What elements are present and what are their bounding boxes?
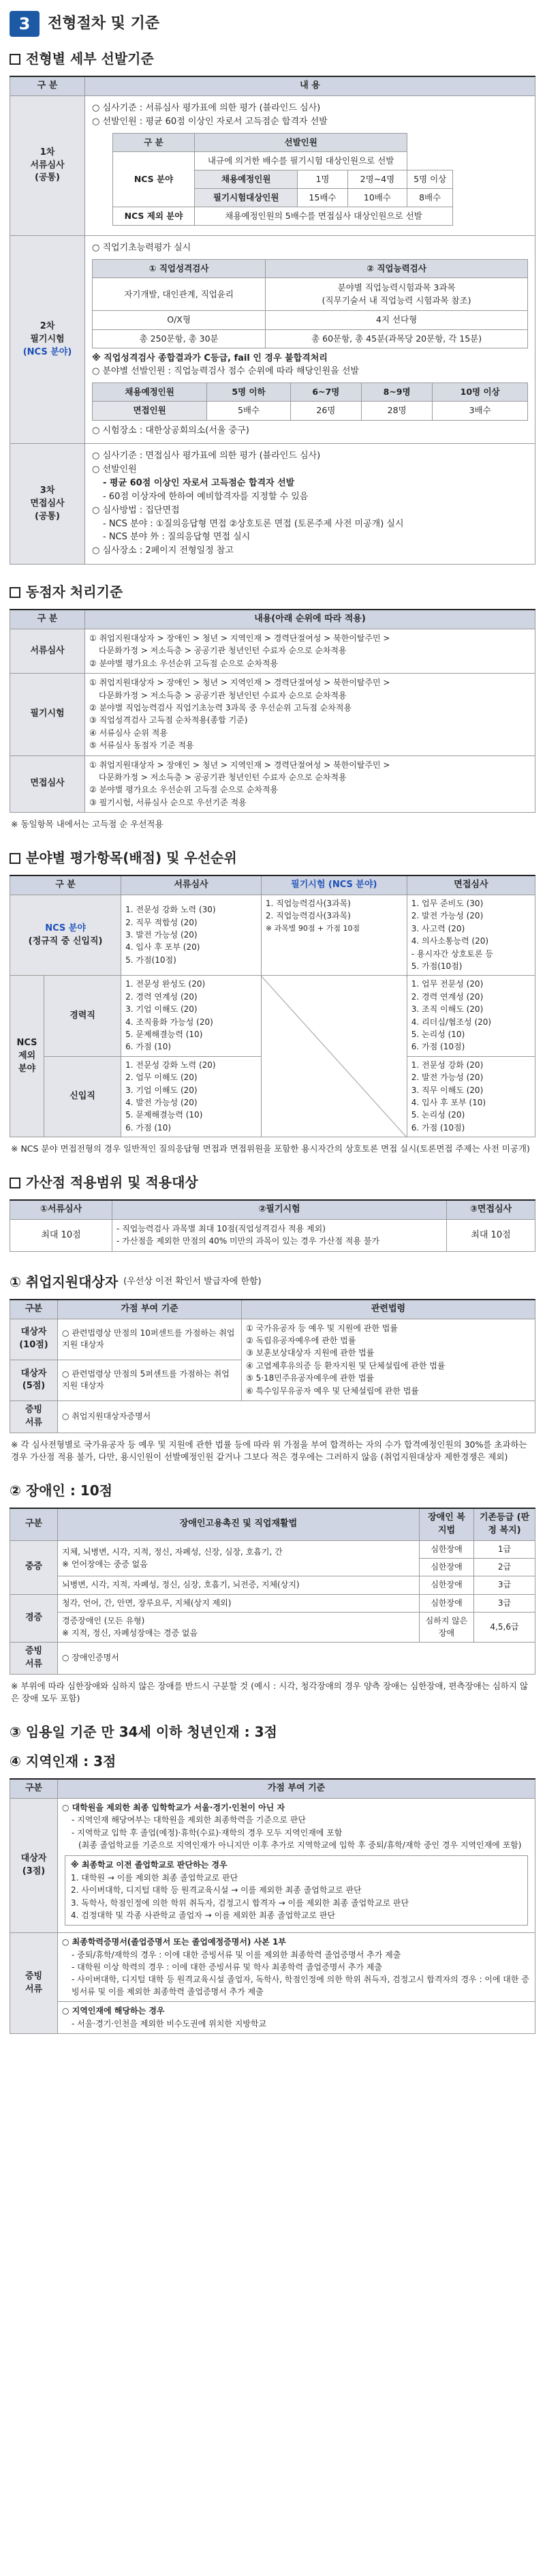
document-page: 3 전형절차 및 기준 전형별 세부 선발기준 구 분 내 용 1차 서류심사 (공통) ○ 심사기준 : 서류심사 평가표에 의한 평가 (블라인드 심사) ○ 선발인원 : 평균 60점 이상인 자로서 고득점순 합격자 선발 구 분 선발인원 NCS 분야 내규에 의거한 배수를 필기시험 대상인원으로 선발 채용예정인원 1명 2명~4명 5명 이상 필기시험대상인원 15배수 10배수 8배수 NCS 제외 분야 채용예정인원의 5배수를 면접심사 대상인원으로 선발 2차 필기시험 (NCS 분야) ○ 직업기초능력평가 실시 ① 직업성격검사 ② 직업능력검사 자기개발, 대인관계, 직업윤리 분야별 직업능력시험과목 3과목 (직무기술서 내 직업능력 시험과목 참조) O/X형 4지 선다형 총 250문항, 총 30분 총 60문항, 총 45분(과목당 20문항, 각 15분) ※ 직업성격검사 종합결과가 C등급, fail 인 경우 불합격처리 ○ 분야별 선발인원 : 직업능력검사 점수 순위에 따라 해당인원을 선발 채용예정인원 5명 이하 6~7명 8~9명 10명 이상 면접인원 5배수 26명 28명 3배수 ○ 시험장소 : 대한상공회의소(서울 중구) 3차 면접심사 (공통) ○ 심사기준 : 면접심사 평가표에 의한 평가 (블라인드 심사) ○ 선발인원 - 평균 60점 이상인 자로서 고득점순 합격자 선발 - 60점 이상자에 한하여 예비합격자를 지정할 수 있음 ○ 심사방법 : 집단면접 - NCS 분야 : ①질의응답형 면접 ②상호토론 면접 (토론주제 사전 미공개) 실시 - NCS 분야 外 : 질의응답형 면접 실시 ○ 심사장소 : 2페이지 전형일정 참고 동점자 처리기준 구 분 내용(아래 순위에 따라 적용) 서류심사 ① 취업지원대상자 > 장애인 > 청년 > 지역인재 > 경력단절여성 > 북한이탈주민 > 다문화가정 > 저소득층 > 공공기관 청년인턴 수료자 순으로 순차적용 ② 분야별 평가요소 우선순위 고득점 순으로 순차적용 필기시험 ① 취업지원대상자 > 장애인 > 청년 > 지역인재 > 경력단절여성 > 북한이탈주민 > 다문화가정 > 저소득층 > 공공기관 청년인턴 수료자 순으로 순차적용 ② 분야별 직업능력검사 직업기초능력 3과목 중 우선순위 고득점 순차적용 ③ 직업성격검사 고득점 순차적용(종합 기준) ④ 서류심사 순위 적용 ⑤ 서류심사 동점자 기준 적용 면접심사 ① 취업지원대상자 > 장애인 > 청년 > 지역인재 > 경력단절여성 > 북한이탈주민 > 다문화가정 > 저소득층 > 공공기관 청년인턴 수료자 순으로 순차적용 ② 분야별 평가요소 우선순위 고득점 순으로 순차적용 ③ 필기시험, 서류심사 순으로 우선기준 적용 ※ 동일항목 내에서는 고득점 순 우선적용 분야별 평가항목(배점) 및 우선순위 구 분 서류심사 필기시험 (NCS 분야) 면접심사 NCS 분야 (정규직 중 신입직) 1. 전문성 강화 노력 (30) 2. 직무 적합성 (20) 3. 발전 가능성 (20) 4. 입사 후 포부 (20) 5. 가점(10점) 1. 직업능력검사(3과목) 2. 직업능력검사(3과목) ※ 과목별 90점 + 가점 10점 1. 업무 준비도 (30) 2. 발전 가능성 (20) 3. 사고력 (20) 4. 의사소통능력 (20) - 용시자간 상호토론 등 5. 가점(10점) NCS 제외 분야 경력직 1. 전문성 완성도 (20) 2. 경력 연계성 (20) 3. 기업 이해도 (20) 4. 조직융화 가능성 (20) 5. 문제해결능력 (10) 6. 가점 (10) 1. 업무 전문성 (20) 2. 경력 연계성 (20) 3. 조직 이해도 (20) 4. 리더십/협조성 (20) 5. 논리성 (10) 6. 가점 (10점) 신입직 1. 전문성 강화 노력 (20) 2. 업무 이해도 (20) 3. 기업 이해도 (20) 4. 발전 가능성 (20) 5. 문제해결능력 (10) 6. 가점 (10) 1. 전문성 강화 (20) 2. 발전 가능성 (20) 3. 직무 이해도 (20) 4. 입사 후 포부 (10) 5. 논리성 (20) 6. 가점 (10점) ※ NCS 분야 면접전형의 경우 일반적인 질의응답형 면접과 면접위원을 포함한 용시자간의 상호토론 면접 실시(토론면접 주제는 사전 미공개) 가산점 적용범위 및 적용대상 ①서류심사 ②필기시험 ③면접심사 최대 10점 - 직업능력검사 과목별 최대 10점(직업성격검사 적용 제외) - 가산점을 제외한 만점의 40% 미만의 과목이 있는 경우 가산점 적용 불가 최대 10점 ① 취업지원대상자 (우선상 이전 확인서 발급자에 한함) 구분 가점 부여 기준 관련법령 대상자 (10점) ○ 관련법령상 만점의 10퍼센트를 가점하는 취업지원 대상자 ① 국가유공자 등 예우 및 지원에 관한 법률 ② 독립유공자예우에 관한 법률 ③ 보훈보상대상자 지원에 관한 법률 ④ 고엽제후유의증 등 환자지원 및 단체설립에 관한 법률 ⑤ 5·18민주유공자예우에 관한 법률 ⑥ 특수임무유공자 예우 및 단체설립에 관한 법률 대상자 (5점) ○ 관련법령상 만점의 5퍼센트를 가점하는 취업지원 대상자 증빙 서류 ○ 취업지원대상자증명서 ※ 각 심사전형별로 국가유공자 등 예우 및 지원에 관한 법률 등에 따라 위 가점을 부여 합격하는 자의 수가 합격예정인원의 30%를 초과하는 경우 가산점 적용 불가, 다만, 용시인원이 선발예정인원 같거나 그보다 적은 경우에는 그러하지 않음 (취업지원대상자 제한경쟁은 제외) ② 장애인 : 10점 구분 장애인고용촉진 및 직업재활법 장애인 복지법 기존등급 (판정 복지) 중증 지체, 뇌병변, 시각, 지적, 정신, 자폐성, 신장, 심장, 호흡기, 간 ※ 언어장애는 중증 없음 심한장애 1급 심한장애 2급 뇌병변, 시각, 지적, 자폐성, 정신, 심장, 호흡기, 뇌전증, 지체(상지) 심한장애 3급 경증 청각, 언어, 간, 안면, 장루요루, 지체(상지 제외) 심한장애 3급 경증장애인 (모든 유형) ※ 지적, 정신, 자폐성장애는 경증 없음 심하지 않은 장애 4,5,6급 증빙 서류 ○ 장애인증명서 ※ 부위에 따라 심한장애와 심하지 않은 장애를 반드시 구분할 것 (예시 : 시각, 청각장애의 경우 양측 장애는 심한장애, 편측장애는 심하지 않은 장애 모두 포함) ③ 임용일 기준 만 34세 이하 청년인재 : 3점 ④ 지역인재 : 3점 구분 가점 부여 기준 대상자 (3점) ○ 대학원을 제외한 최종 입학학교가 서울·경기·인천이 아닌 자 - 지역인재 해당여부는 대학원을 제외한 최종학력을 기준으로 판단 - 지역학교 입학 후 졸업(예정)·휴학(수료)·재학의 경우 모두 지역인재에 포함 (최종 졸업학교를 기준으로 지역인재가 아니지만 이후 추가로 지역학교에 입학 후 중퇴/휴학/재학 중인 경우 지역인재에 포함) ※ 최종학교 이전 졸업학교로 판단하는 경우 1. 대학원 → 이를 제외한 최종 졸업학교로 판단 2. 사이버대학, 디지털 대학 등 원격교육시설 → 이를 제외한 최종 졸업학교로 판단 3. 독학사, 학점인정에 의한 학위 취득자, 검정고시 합격자 → 이를 제외한 최종 졸업학교로 판단 4. 검정대학 및 각종 사관학교 졸업자 → 이를 제외한 최종 졸업학교로 판단 증빙 서류 ○ 최종학력증명서(졸업증명서 또는 졸업예정증명서) 사본 1부 - 중퇴/휴학/재학의 경우 : 이에 대한 증빙서류 및 이를 제외한 최종학력 졸업증명서 추가 제출 - 대학원 이상 학력의 경우 : 이에 대한 증빙서류 및 학사 최종학력 졸업증명서 추가 제출 - 사이버대학, 디지털 대학 등 원격교육시설 졸업자, 독학사, 학점인정에 의한 학위 취득자, 검정고시 합격자의 경우 : 이에 대한 증빙서류 및 이를 제외한 최종학력 졸업증명서 추가 제출 ○ 지역인재에 해당하는 경우 - 서울·경기·인천을 제외한 비수도권에 위치한 지방학교 bbox=[0, 0, 545, 2576]
youth-title: ③ 임용일 기준 만 34세 이하 청년인재 : 3점 bbox=[10, 1723, 277, 1740]
section-heading-title: 전형절차 및 기준 bbox=[48, 15, 160, 33]
bonus-scope-title: 가산점 적용범위 및 적용대상 bbox=[10, 1173, 535, 1193]
selection-criteria-table: 구 분 내 용 1차 서류심사 (공통) ○ 심사기준 : 서류심사 평가표에 의한 평가 (블라인드 심사) ○ 선발인원 : 평균 60점 이상인 자로서 고득점순 합격자 선발 구 분 선발인원 NCS 분야 내규에 의거한 배수를 필기시험 대상인원으로 선발 채용예정인원 1명 2명~4명 5명 이상 필기시험대상인원 15배수 10배수 8배수 NCS 제외 분야 채용예정인원의 5배수를 면접심사 대상인원으로 선발 2차 필기시험 (NCS 분야) ○ 직업기초능력평가 실시 ① 직업성격검사 ② 직업능력검사 자기개발, 대인관계, 직업윤리 분야별 직업능력시험과목 3과목 (직무기술서 내 직업능력 시험과목 참조) O/X형 4지 선다형 총 250문항, 총 30분 총 60문항, 총 45분(과목당 20문항, 각 15분) ※ 직업성격검사 종합결과가 C등급, fail 인 경우 불합격처리 ○ 분야별 선발인원 : 직업능력검사 점수 순위에 따라 해당인원을 선발 채용예정인원 5명 이하 6~7명 8~9명 10명 이상 면접인원 5배수 26명 28명 3배수 ○ 시험장소 : 대한상공회의소(서울 중구) 3차 면접심사 (공통) ○ 심사기준 : 면접심사 평가표에 의한 평가 (블라인드 심사) ○ 선발인원 - 평균 60점 이상인 자로서 고득점순 합격자 선발 - 60점 이상자에 한하여 예비합격자를 지정할 수 있음 ○ 심사방법 : 집단면접 - NCS 분야 : ①질의응답형 면접 ②상호토론 면접 (토론주제 사전 미공개) 실시 - NCS 분야 外 : 질의응답형 면접 실시 ○ 심사장소 : 2페이지 전형일정 참고 bbox=[10, 76, 535, 565]
section-number-badge: 3 bbox=[10, 11, 40, 37]
row-label-doc-review: 1차 서류심사 (공통) bbox=[10, 95, 85, 235]
evaluation-items-title: 분야별 평가항목(배점) 및 우선순위 bbox=[10, 848, 535, 868]
checkbox-icon bbox=[10, 1178, 20, 1188]
row-label-interview: 3차 면접심사 (공통) bbox=[10, 444, 85, 565]
checkbox-icon bbox=[10, 587, 20, 598]
regional-table: 구분 가점 부여 기준 대상자 (3점) ○ 대학원을 제외한 최종 입학학교가 서울·경기·인천이 아닌 자 - 지역인재 해당여부는 대학원을 제외한 최종학력을 기준으로 판단 - 지역학교 입학 후 졸업(예정)·휴학(수료)·재학의 경우 모두 지역인재에 포함 (최종 졸업학교를 기준으로 지역인재가 아니지만 이후 추가로 지역학교에 입학 후 중퇴/휴학/재학 중인 경우 지역인재에 포함) ※ 최종학교 이전 졸업학교로 판단하는 경우 1. 대학원 → 이를 제외한 최종 졸업학교로 판단 2. 사이버대학, 디지털 대학 등 원격교육시설 → 이를 제외한 최종 졸업학교로 판단 3. 독학사, 학점인정에 의한 학위 취득자, 검정고시 합격자 → 이를 제외한 최종 졸업학교로 판단 4. 검정대학 및 각종 사관학교 졸업자 → 이를 제외한 최종 졸업학교로 판단 증빙 서류 ○ 최종학력증명서(졸업증명서 또는 졸업예정증명서) 사본 1부 - 중퇴/휴학/재학의 경우 : 이에 대한 증빙서류 및 이를 제외한 최종학력 졸업증명서 추가 제출 - 대학원 이상 학력의 경우 : 이에 대한 증빙서류 및 학사 최종학력 졸업증명서 추가 제출 - 사이버대학, 디지털 대학 등 원격교육시설 졸업자, 독학사, 학점인정에 의한 학위 취득자, 검정고시 합격자의 경우 : 이에 대한 증빙서류 및 이를 제외한 최종학력 졸업증명서 추가 제출 ○ 지역인재에 해당하는 경우 - 서울·경기·인천을 제외한 비수도권에 위치한 지방학교 bbox=[10, 1778, 535, 2034]
doc-review-inner-table: 구 분 선발인원 NCS 분야 내규에 의거한 배수를 필기시험 대상인원으로 선발 채용예정인원 1명 2명~4명 5명 이상 필기시험대상인원 15배수 10배수 8배수 NCS 제외 분야 채용예정인원의 5배수를 면접심사 대상인원으로 선발 bbox=[112, 133, 453, 226]
tie-break-title: 동점자 처리기준 bbox=[10, 582, 535, 602]
checkbox-icon bbox=[10, 54, 20, 65]
interview-count-table: 채용예정인원 5명 이하 6~7명 8~9명 10명 이상 면접인원 5배수 26명 28명 3배수 bbox=[92, 383, 528, 420]
row-label-written-exam: 2차 필기시험 (NCS 분야) bbox=[10, 236, 85, 444]
employment-support-title: ① 취업지원대상자 (우선상 이전 확인서 발급자에 한함) bbox=[10, 1273, 262, 1290]
selection-criteria-title: 전형별 세부 선발기준 bbox=[10, 49, 535, 69]
disabled-title: ② 장애인 : 10점 bbox=[10, 1482, 112, 1499]
evaluation-items-table: 구 분 서류심사 필기시험 (NCS 분야) 면접심사 NCS 분야 (정규직 중 신입직) 1. 전문성 강화 노력 (30) 2. 직무 적합성 (20) 3. 발전 가능성 (20) 4. 입사 후 포부 (20) 5. 가점(10점) 1. 직업능력검사(3과목) 2. 직업능력검사(3과목) ※ 과목별 90점 + 가점 10점 1. 업무 준비도 (30) 2. 발전 가능성 (20) 3. 사고력 (20) 4. 의사소통능력 (20) - 용시자간 상호토론 등 5. 가점(10점) NCS 제외 분야 경력직 1. 전문성 완성도 (20) 2. 경력 연계성 (20) 3. 기업 이해도 (20) 4. 조직융화 가능성 (20) 5. 문제해결능력 (10) 6. 가점 (10) 1. 업무 전문성 (20) 2. 경력 연계성 (20) 3. 조직 이해도 (20) 4. 리더십/협조성 (20) 5. 논리성 (10) 6. 가점 (10점) 신입직 1. 전문성 강화 노력 (20) 2. 업무 이해도 (20) 3. 기업 이해도 (20) 4. 발전 가능성 (20) 5. 문제해결능력 (10) 6. 가점 (10) 1. 전문성 강화 (20) 2. 발전 가능성 (20) 3. 직무 이해도 (20) 4. 입사 후 포부 (10) 5. 논리성 (20) 6. 가점 (10점) bbox=[10, 875, 535, 1137]
checkbox-icon bbox=[10, 853, 20, 864]
exam-type-table: ① 직업성격검사 ② 직업능력검사 자기개발, 대인관계, 직업윤리 분야별 직업능력시험과목 3과목 (직무기술서 내 직업능력 시험과목 참조) O/X형 4지 선다형 총 250문항, 총 30분 총 60문항, 총 45분(과목당 20문항, 각 15분) bbox=[92, 259, 528, 348]
regional-title: ④ 지역인재 : 3점 bbox=[10, 1752, 116, 1769]
bonus-scope-table: ①서류심사 ②필기시험 ③면접심사 최대 10점 - 직업능력검사 과목별 최대 10점(직업성격검사 적용 제외) - 가산점을 제외한 만점의 40% 미만의 과목이 있는 경우 가산점 적용 불가 최대 10점 bbox=[10, 1199, 535, 1252]
section-heading bbox=[10, 11, 535, 37]
disabled-table: 구분 장애인고용촉진 및 직업재활법 장애인 복지법 기존등급 (판정 복지) 중증 지체, 뇌병변, 시각, 지적, 정신, 자폐성, 신장, 심장, 호흡기, 간 ※ 언어장애는 중증 없음 심한장애 1급 심한장애 2급 뇌병변, 시각, 지적, 자폐성, 정신, 심장, 호흡기, 뇌전증, 지체(상지) 심한장애 3급 경증 청각, 언어, 간, 안면, 장루요루, 지체(상지 제외) 심한장애 3급 경증장애인 (모든 유형) ※ 지적, 정신, 자폐성장애는 경증 없음 심하지 않은 장애 4,5,6급 증빙 서류 ○ 장애인증명서 bbox=[10, 1508, 535, 1675]
not-applicable-cell bbox=[261, 976, 407, 1137]
tie-break-table: 구 분 내용(아래 순위에 따라 적용) 서류심사 ① 취업지원대상자 > 장애인 > 청년 > 지역인재 > 경력단절여성 > 북한이탈주민 > 다문화가정 > 저소득층 > 공공기관 청년인턴 수료자 순으로 순차적용 ② 분야별 평가요소 우선순위 고득점 순으로 순차적용 필기시험 ① 취업지원대상자 > 장애인 > 청년 > 지역인재 > 경력단절여성 > 북한이탈주민 > 다문화가정 > 저소득층 > 공공기관 청년인턴 수료자 순으로 순차적용 ② 분야별 직업능력검사 직업기초능력 3과목 중 우선순위 고득점 순차적용 ③ 직업성격검사 고득점 순차적용(종합 기준) ④ 서류심사 순위 적용 ⑤ 서류심사 동점자 기준 적용 면접심사 ① 취업지원대상자 > 장애인 > 청년 > 지역인재 > 경력단절여성 > 북한이탈주민 > 다문화가정 > 저소득층 > 공공기관 청년인턴 수료자 순으로 순차적용 ② 분야별 평가요소 우선순위 고득점 순으로 순차적용 ③ 필기시험, 서류심사 순으로 우선기준 적용 bbox=[10, 609, 535, 813]
employment-support-table: 구분 가점 부여 기준 관련법령 대상자 (10점) ○ 관련법령상 만점의 10퍼센트를 가점하는 취업지원 대상자 ① 국가유공자 등 예우 및 지원에 관한 법률 ② 독립유공자예우에 관한 법률 ③ 보훈보상대상자 지원에 관한 법률 ④ 고엽제후유의증 등 환자지원 및 단체설립에 관한 법률 ⑤ 5·18민주유공자예우에 관한 법률 ⑥ 특수임무유공자 예우 및 단체설립에 관한 법률 대상자 (5점) ○ 관련법령상 만점의 5퍼센트를 가점하는 취업지원 대상자 증빙 서류 ○ 취업지원대상자증명서 bbox=[10, 1299, 535, 1433]
